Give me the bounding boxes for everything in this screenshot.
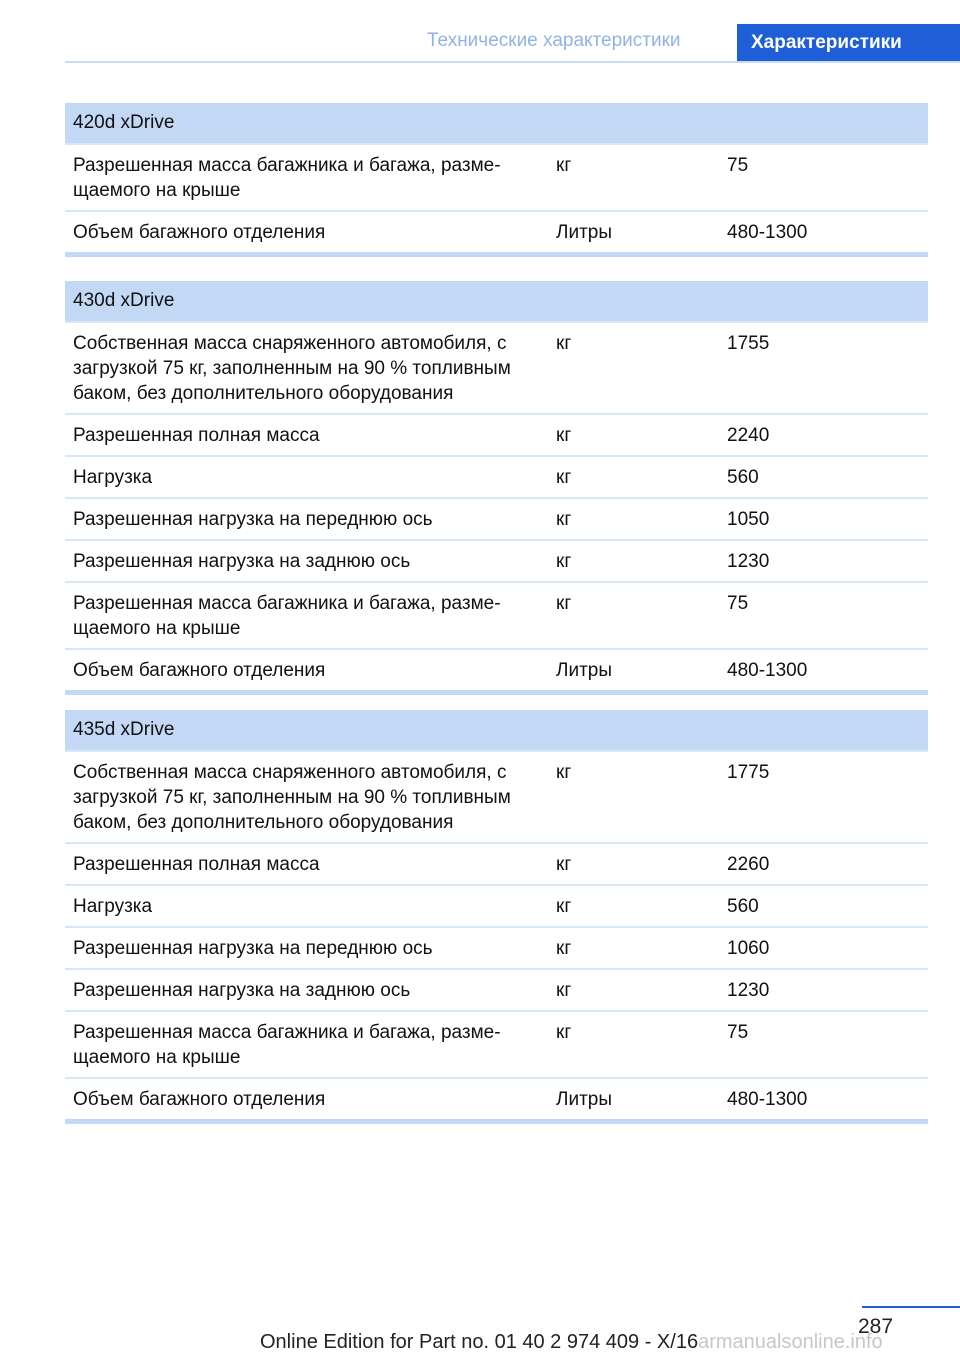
page-number-rule bbox=[862, 1306, 960, 1308]
table-row bbox=[65, 968, 928, 1010]
row-unit: Литры bbox=[556, 1089, 613, 1110]
watermark: armanualsonline.info bbox=[698, 1331, 883, 1353]
row-value: 1060 bbox=[727, 938, 770, 959]
table-title: 430d xDrive bbox=[65, 281, 928, 321]
row-label: Разрешенная нагрузка на переднюю ось bbox=[73, 509, 433, 530]
spec-table-435d bbox=[65, 710, 928, 1124]
row-unit: Литры bbox=[556, 660, 613, 681]
edition-text: Online Edition for Part no. 01 40 2 974 409 - X/16 bbox=[260, 1331, 699, 1353]
table-row bbox=[65, 926, 928, 968]
row-unit: кг bbox=[556, 425, 572, 446]
table-row bbox=[65, 581, 928, 648]
row-value: 560 bbox=[727, 896, 759, 917]
row-label: Разрешенная полная масса bbox=[73, 425, 320, 446]
table-row bbox=[65, 210, 928, 252]
row-label: Объем багажного отделения bbox=[73, 222, 326, 243]
row-unit: кг bbox=[556, 1022, 572, 1043]
table-row bbox=[65, 842, 928, 884]
table-row bbox=[65, 413, 928, 455]
row-label: Разрешенная нагрузка на заднюю ось bbox=[73, 980, 411, 1001]
row-unit: кг bbox=[556, 155, 572, 176]
row-unit: кг bbox=[556, 980, 572, 1001]
row-label: Объем багажного отделения bbox=[73, 660, 326, 681]
row-value: 1230 bbox=[727, 980, 770, 1001]
header-rule bbox=[65, 61, 960, 63]
row-value: 75 bbox=[727, 1022, 749, 1043]
table-row bbox=[65, 497, 928, 539]
row-value: 2240 bbox=[727, 425, 770, 446]
row-value: 1230 bbox=[727, 551, 770, 572]
table-row bbox=[65, 1010, 928, 1077]
row-label: Объем багажного отделения bbox=[73, 1089, 326, 1110]
row-label: Разрешенная масса багажника и багажа, разме‐щаемого на крыше bbox=[73, 593, 501, 639]
row-label: Разрешенная нагрузка на заднюю ось bbox=[73, 551, 411, 572]
row-value: 1755 bbox=[727, 333, 770, 354]
row-label: Разрешенная масса багажника и багажа, разме‐щаемого на крыше bbox=[73, 155, 501, 201]
row-label: Разрешенная масса багажника и багажа, разме‐щаемого на крыше bbox=[73, 1022, 501, 1068]
table-row bbox=[65, 455, 928, 497]
row-label: Разрешенная полная масса bbox=[73, 854, 320, 875]
table-row bbox=[65, 648, 928, 690]
row-value: 2260 bbox=[727, 854, 770, 875]
row-unit: кг bbox=[556, 593, 572, 614]
spec-table-420d bbox=[65, 103, 928, 257]
row-value: 75 bbox=[727, 593, 749, 614]
row-label: Разрешенная нагрузка на переднюю ось bbox=[73, 938, 433, 959]
chapter-tab: Характеристики bbox=[737, 24, 960, 62]
row-value: 1050 bbox=[727, 509, 770, 530]
row-label: Нагрузка bbox=[73, 896, 153, 917]
table-title: 435d xDrive bbox=[65, 710, 928, 750]
edition-footer bbox=[260, 1331, 883, 1354]
table-row bbox=[65, 750, 928, 842]
table-row bbox=[65, 884, 928, 926]
row-unit: кг bbox=[556, 551, 572, 572]
row-label: Нагрузка bbox=[73, 467, 153, 488]
table-title: 420d xDrive bbox=[65, 103, 928, 143]
row-value: 480‐1300 bbox=[727, 1089, 808, 1110]
row-unit: кг bbox=[556, 938, 572, 959]
row-value: 560 bbox=[727, 467, 759, 488]
row-value: 75 bbox=[727, 155, 749, 176]
page-number: 287 bbox=[858, 1315, 894, 1338]
table-row bbox=[65, 539, 928, 581]
table-row bbox=[65, 143, 928, 210]
row-label: Собственная масса снаряженного автомобиля, с загрузкой 75 кг, заполненным на 90 % топливным баком, без дополнительного оборудования bbox=[73, 333, 511, 404]
row-unit: кг bbox=[556, 896, 572, 917]
row-value: 480‐1300 bbox=[727, 660, 808, 681]
row-unit: Литры bbox=[556, 222, 613, 243]
row-unit: кг bbox=[556, 762, 572, 783]
row-label: Собственная масса снаряженного автомобиля, с загрузкой 75 кг, заполненным на 90 % топливным баком, без дополнительного оборудования bbox=[73, 762, 511, 833]
spec-table-430d bbox=[65, 281, 928, 695]
table-row bbox=[65, 321, 928, 413]
row-unit: кг bbox=[556, 333, 572, 354]
row-unit: кг bbox=[556, 509, 572, 530]
row-value: 1775 bbox=[727, 762, 770, 783]
row-unit: кг bbox=[556, 854, 572, 875]
row-unit: кг bbox=[556, 467, 572, 488]
row-value: 480‐1300 bbox=[727, 222, 808, 243]
table-row bbox=[65, 1077, 928, 1119]
section-title: Технические характеристики bbox=[427, 30, 681, 51]
